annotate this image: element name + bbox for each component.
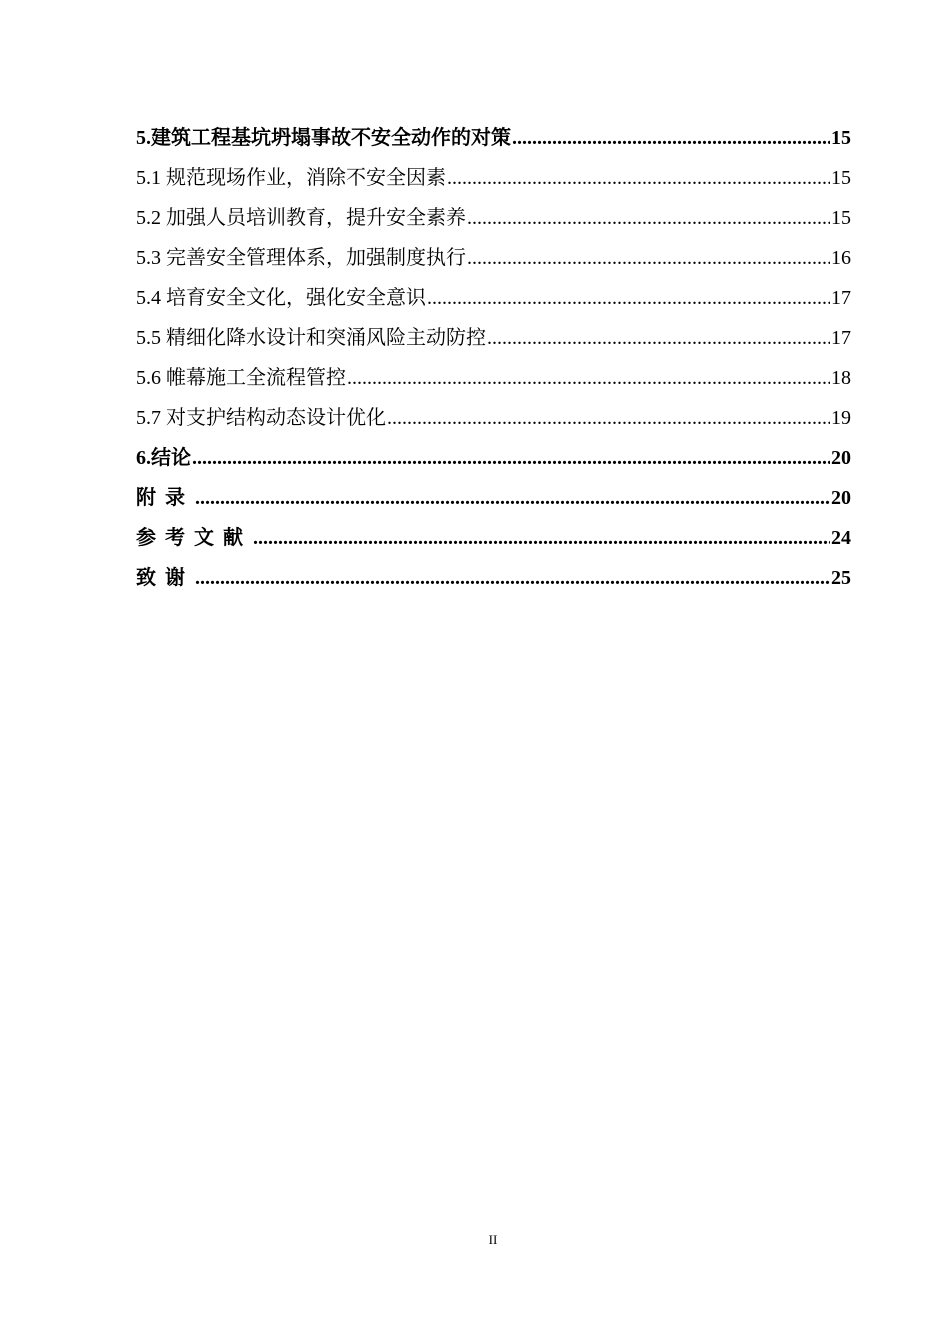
toc-leader-dots (195, 558, 830, 598)
toc-entry-title: 5.4 培育安全文化，强化安全意识 (136, 287, 426, 309)
toc-entry-5-6[interactable] (136, 358, 851, 398)
toc-leader-dots (195, 478, 830, 518)
toc-leader-dots (253, 518, 830, 558)
toc-entry-page: 15 (831, 167, 851, 189)
toc-entry-page: 24 (831, 527, 851, 549)
toc-entry-title: 5.1 规范现场作业，消除不安全因素 (136, 167, 446, 189)
toc-entry-title: 5.5 精细化降水设计和突涌风险主动防控 (136, 327, 486, 349)
table-of-contents (136, 118, 851, 598)
toc-entry-page: 17 (831, 287, 851, 309)
toc-entry-title: 5.6 帷幕施工全流程管控 (136, 367, 346, 389)
toc-entry-chapter-5[interactable] (136, 118, 851, 158)
toc-entry-title: 5.建筑工程基坑坍塌事故不安全动作的对策 (136, 127, 511, 149)
toc-entry-5-3[interactable] (136, 238, 851, 278)
toc-entry-title: 致谢 (136, 567, 194, 589)
toc-leader-dots (512, 118, 830, 158)
toc-leader-dots (467, 238, 830, 278)
toc-entry-5-5[interactable] (136, 318, 851, 358)
toc-leader-dots (347, 358, 830, 398)
toc-entry-title: 参考文献 (136, 527, 252, 549)
toc-entry-appendix[interactable] (136, 478, 851, 518)
toc-entry-page: 25 (831, 567, 851, 589)
toc-leader-dots (447, 158, 830, 198)
toc-entry-5-7[interactable] (136, 398, 851, 438)
toc-entry-page: 20 (831, 487, 851, 509)
page-number: II (488, 1232, 498, 1247)
toc-leader-dots (487, 318, 830, 358)
toc-leader-dots (427, 278, 830, 318)
toc-entry-page: 15 (831, 207, 851, 229)
toc-entry-references[interactable] (136, 518, 851, 558)
toc-entry-title: 5.7 对支护结构动态设计优化 (136, 407, 386, 429)
toc-leader-dots (387, 398, 830, 438)
toc-entry-title: 5.2 加强人员培训教育，提升安全素养 (136, 207, 466, 229)
toc-entry-page: 20 (831, 447, 851, 469)
toc-entry-5-2[interactable] (136, 198, 851, 238)
toc-entry-chapter-6[interactable] (136, 438, 851, 478)
toc-entry-title: 6.结论 (136, 447, 191, 469)
toc-leader-dots (467, 198, 830, 238)
toc-entry-title: 5.3 完善安全管理体系，加强制度执行 (136, 247, 466, 269)
toc-entry-5-1[interactable] (136, 158, 851, 198)
toc-entry-page: 16 (831, 247, 851, 269)
toc-entry-page: 15 (831, 127, 851, 149)
toc-entry-page: 18 (831, 367, 851, 389)
toc-entry-page: 19 (831, 407, 851, 429)
toc-entry-acknowledgements[interactable] (136, 558, 851, 598)
toc-leader-dots (192, 438, 830, 478)
toc-entry-page: 17 (831, 327, 851, 349)
toc-entry-title: 附录 (136, 487, 194, 509)
toc-entry-5-4[interactable] (136, 278, 851, 318)
